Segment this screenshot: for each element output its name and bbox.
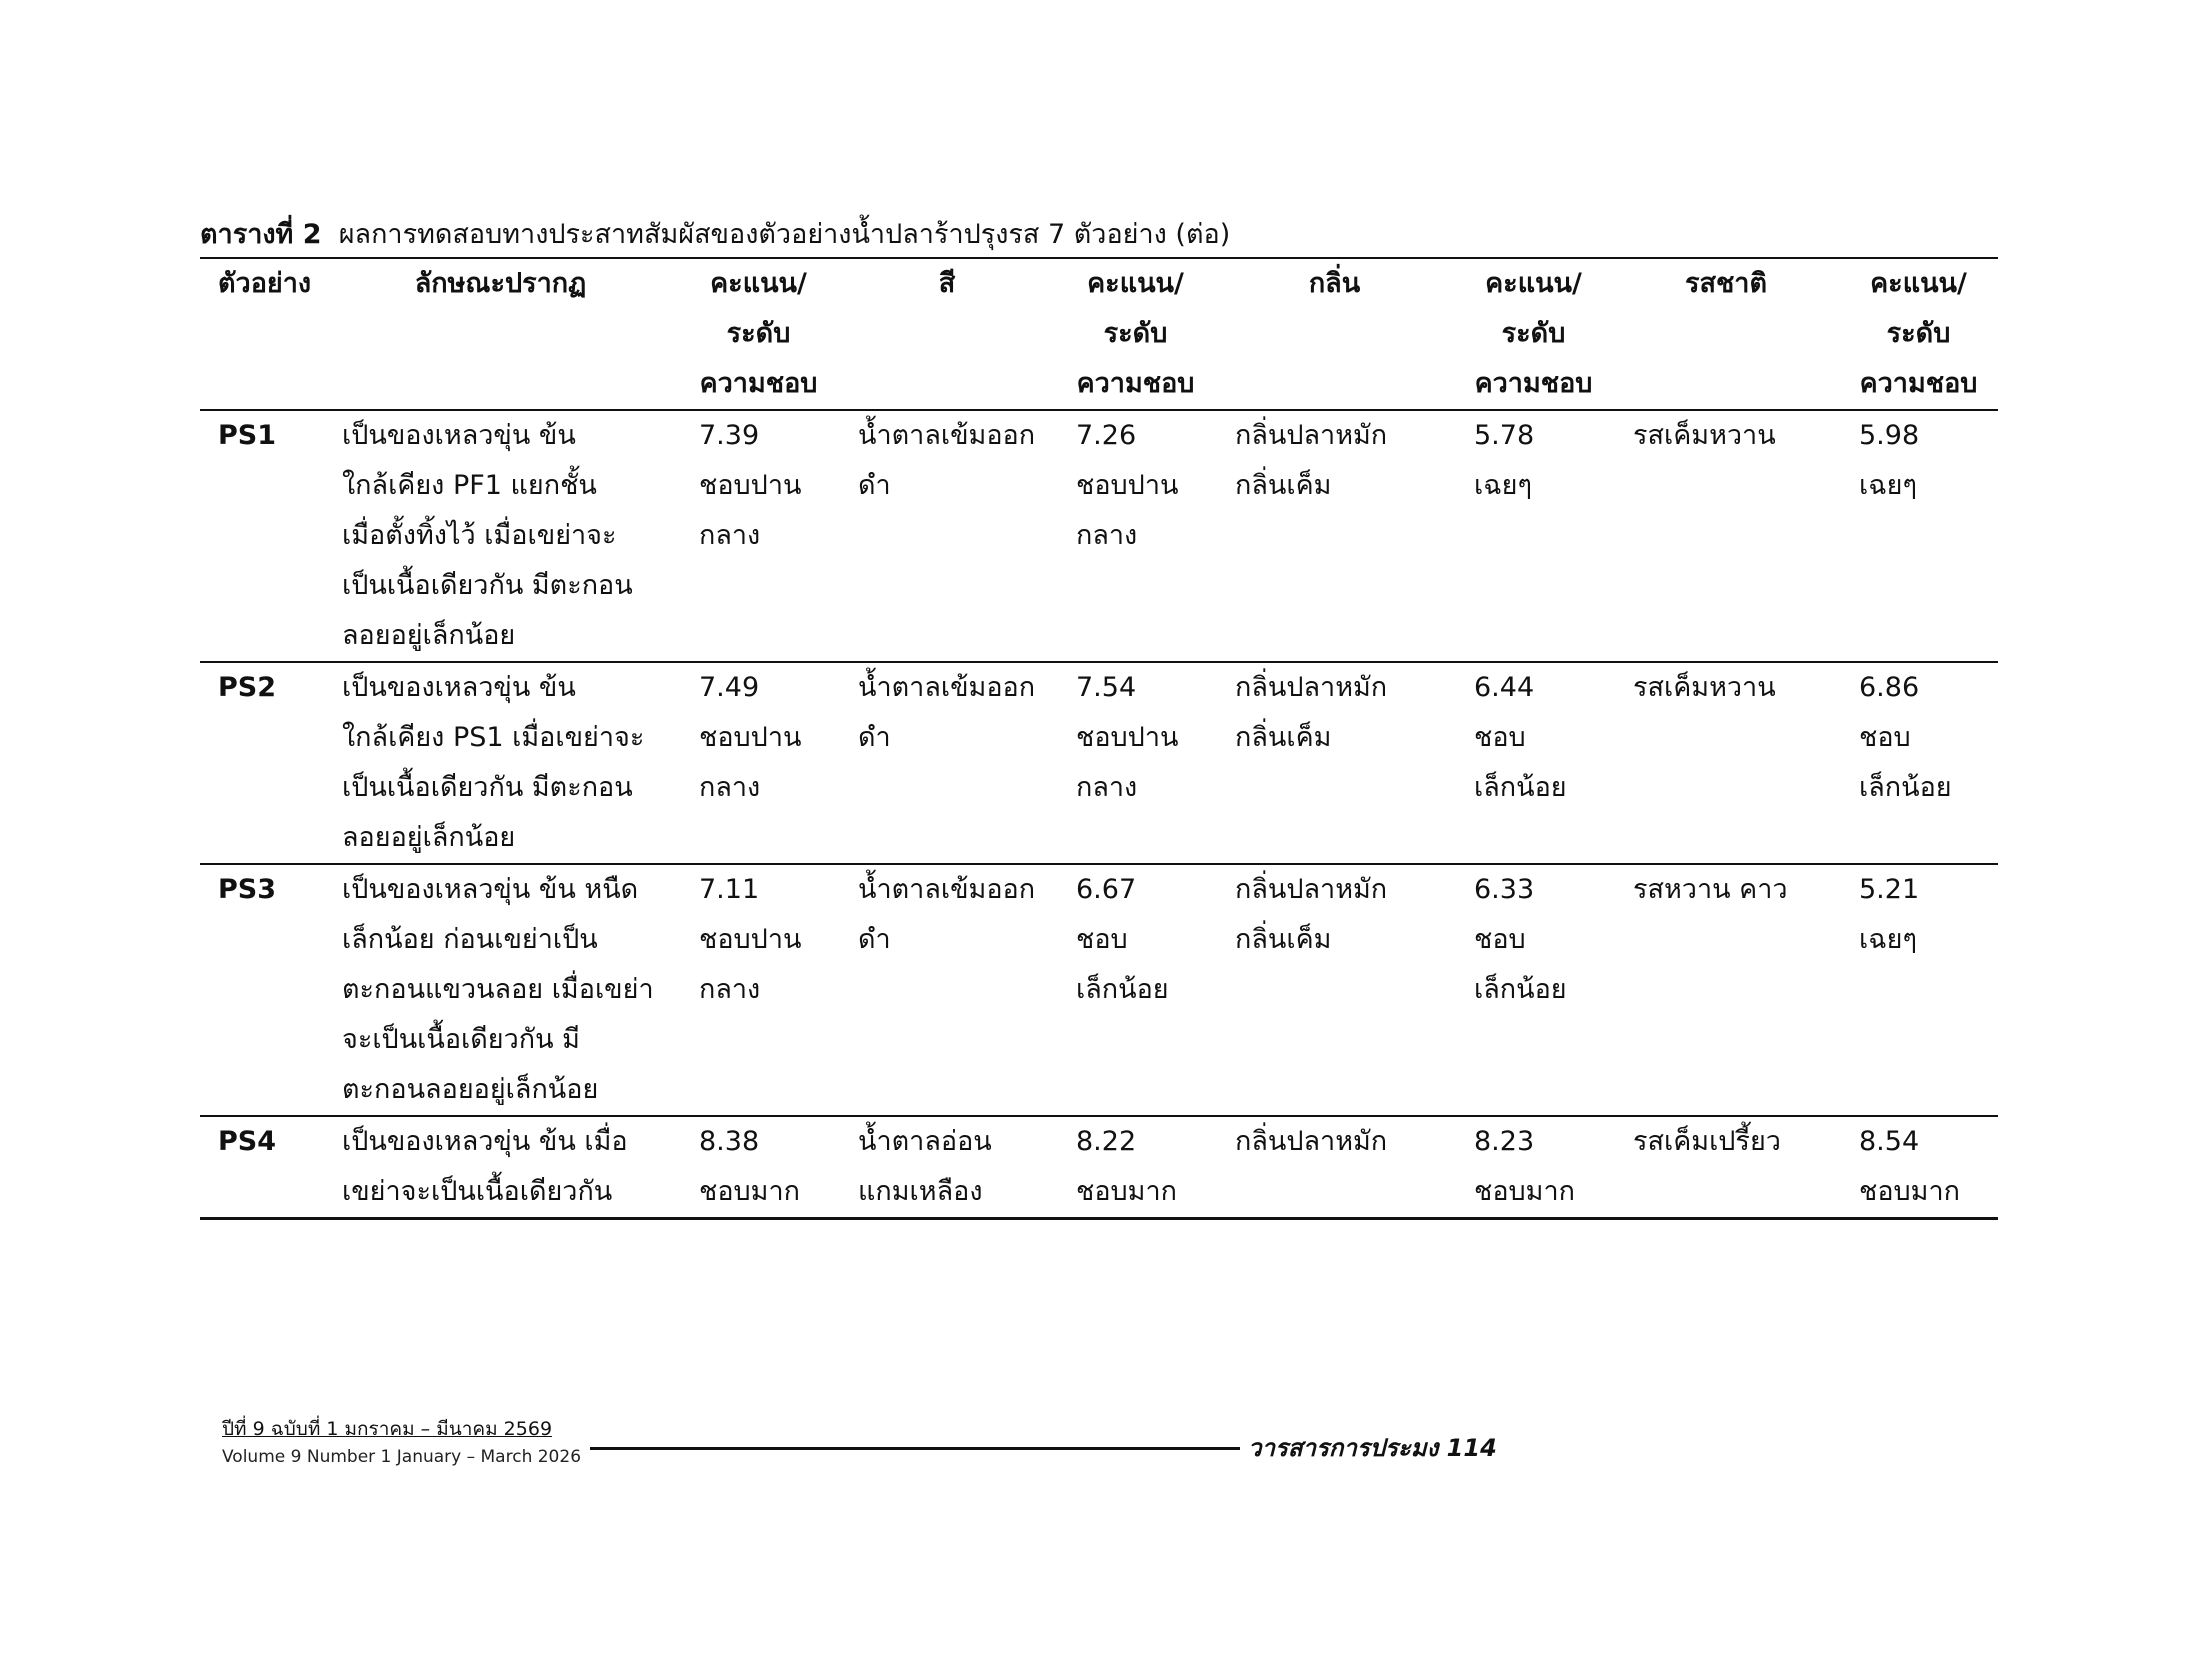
cell-line: ดำ <box>858 470 891 501</box>
cell-appearance-score <box>679 864 838 1116</box>
cell-line: ชอบปาน <box>699 470 802 501</box>
cell-color-score <box>1056 1116 1215 1219</box>
cell-line: เป็นของเหลวขุ่น ข้น <box>342 672 576 703</box>
cell-line: กลิ่นปลาหมัก <box>1235 1126 1388 1157</box>
cell-line: น้ำตาลเข้มออก <box>858 874 1036 905</box>
cell-line: 5.78 <box>1474 420 1535 451</box>
cell-appearance <box>322 662 679 864</box>
cell-line: เป็นเนื้อเดียวกัน มีตะกอน <box>342 772 633 803</box>
cell-line: ลอยอยู่เล็กน้อย <box>342 620 516 651</box>
cell-line: ชอบ <box>1474 722 1526 753</box>
header-line: ความชอบ <box>1859 368 1978 399</box>
cell-line: 8.22 <box>1076 1126 1137 1157</box>
header-line: ความชอบ <box>1474 368 1593 399</box>
cell-line: 5.98 <box>1859 420 1920 451</box>
cell-color <box>838 1116 1056 1219</box>
header-line: ความชอบ <box>699 368 818 399</box>
journal-name-page-number: วารสารการประมง 114 <box>1248 1434 1497 1462</box>
cell-line: กลิ่นเค็ม <box>1235 722 1332 753</box>
cell-line: 7.26 <box>1076 420 1137 451</box>
header-appearance-score <box>679 258 838 410</box>
cell-line: ชอบปาน <box>699 722 802 753</box>
cell-line: ดำ <box>858 924 891 955</box>
cell-line: PS4 <box>218 1126 277 1157</box>
cell-line: กลิ่นเค็ม <box>1235 470 1332 501</box>
cell-line: ชอบปาน <box>1076 470 1179 501</box>
footer-divider <box>590 1447 1240 1450</box>
cell-taste <box>1613 410 1839 662</box>
cell-line: 7.39 <box>699 420 760 451</box>
cell-color-score <box>1056 662 1215 864</box>
cell-line: 7.54 <box>1076 672 1137 703</box>
cell-odor <box>1215 410 1454 662</box>
cell-sample <box>200 864 322 1116</box>
sensory-results-table <box>200 257 1998 1220</box>
cell-line: เฉยๆ <box>1859 470 1917 501</box>
cell-color-score <box>1056 410 1215 662</box>
cell-color <box>838 410 1056 662</box>
cell-line: เฉยๆ <box>1474 470 1532 501</box>
cell-line: 7.11 <box>699 874 760 905</box>
cell-taste <box>1613 662 1839 864</box>
header-color-score <box>1056 258 1215 410</box>
header-line: สี <box>938 268 956 299</box>
cell-line: 7.49 <box>699 672 760 703</box>
header-sample <box>200 258 322 410</box>
cell-line: เป็นเนื้อเดียวกัน มีตะกอน <box>342 570 633 601</box>
cell-line: เป็นของเหลวขุ่น ข้น <box>342 420 576 451</box>
cell-line: ชอบมาก <box>1474 1176 1575 1207</box>
cell-color <box>838 864 1056 1116</box>
cell-line: ตะกอนลอยอยู่เล็กน้อย <box>342 1074 599 1105</box>
cell-odor <box>1215 662 1454 864</box>
cell-sample <box>200 410 322 662</box>
cell-line: เฉยๆ <box>1859 924 1917 955</box>
cell-line: 5.21 <box>1859 874 1920 905</box>
cell-appearance-score <box>679 1116 838 1219</box>
cell-odor <box>1215 1116 1454 1219</box>
footer-volume-english: Volume 9 Number 1 January – March 2026 <box>222 1447 582 1467</box>
cell-line: PS3 <box>218 874 277 905</box>
header-line: ระดับ <box>726 318 791 349</box>
cell-line: เป็นของเหลวขุ่น ข้น หนืด <box>342 874 639 905</box>
cell-line: 6.86 <box>1859 672 1920 703</box>
cell-line: กลิ่นปลาหมัก <box>1235 874 1388 905</box>
header-line: ลักษณะปรากฏ <box>414 268 587 299</box>
footer-issue-thai: ปีที่ 9 ฉบับที่ 1 มกราคม – มีนาคม 2569 <box>222 1418 553 1440</box>
cell-line: เล็กน้อย <box>1076 974 1169 1005</box>
cell-line: รสเค็มหวาน <box>1633 420 1776 451</box>
cell-line: 6.67 <box>1076 874 1137 905</box>
header-line: คะแนน/ <box>1485 268 1582 299</box>
cell-line: เล็กน้อย <box>1474 974 1567 1005</box>
cell-color-score <box>1056 864 1215 1116</box>
header-line: ตัวอย่าง <box>218 268 312 299</box>
cell-line: ชอบปาน <box>699 924 802 955</box>
page-footer <box>222 1415 581 1471</box>
table-caption-label: ตารางที่ 2 <box>200 219 322 250</box>
cell-line: กลาง <box>699 974 761 1005</box>
header-taste-score <box>1839 258 1998 410</box>
cell-line: ลอยอยู่เล็กน้อย <box>342 822 516 853</box>
cell-odor-score <box>1454 864 1613 1116</box>
table-caption-text: ผลการทดสอบทางประสาทสัมผัสของตัวอย่างน้ำปลาร้าปรุงรส 7 ตัวอย่าง (ต่อ) <box>338 219 1231 250</box>
cell-odor-score <box>1454 1116 1613 1219</box>
header-line: ระดับ <box>1501 318 1566 349</box>
header-taste <box>1613 258 1839 410</box>
table-row <box>200 410 1998 662</box>
cell-line: เป็นของเหลวขุ่น ข้น เมื่อ <box>342 1126 628 1157</box>
cell-taste-score <box>1839 662 1998 864</box>
cell-line: ชอบมาก <box>1859 1176 1960 1207</box>
cell-line: กลาง <box>699 520 761 551</box>
header-line: คะแนน/ <box>710 268 807 299</box>
cell-sample <box>200 662 322 864</box>
cell-line: กลิ่นปลาหมัก <box>1235 672 1388 703</box>
cell-line: จะเป็นเนื้อเดียวกัน มี <box>342 1024 580 1055</box>
cell-line: รสเค็มหวาน <box>1633 672 1776 703</box>
header-line: ระดับ <box>1103 318 1168 349</box>
cell-line: เล็กน้อย <box>1859 772 1952 803</box>
cell-appearance <box>322 410 679 662</box>
cell-line: ชอบปาน <box>1076 722 1179 753</box>
cell-line: 8.54 <box>1859 1126 1920 1157</box>
cell-line: 8.38 <box>699 1126 760 1157</box>
table-row <box>200 1116 1998 1219</box>
table-header <box>200 258 1998 410</box>
cell-taste <box>1613 1116 1839 1219</box>
cell-line: กลาง <box>1076 520 1138 551</box>
cell-line: 6.33 <box>1474 874 1535 905</box>
cell-line: PS1 <box>218 420 277 451</box>
cell-line: เล็กน้อย ก่อนเขย่าเป็น <box>342 924 598 955</box>
cell-line: ชอบ <box>1076 924 1128 955</box>
cell-line: ดำ <box>858 722 891 753</box>
cell-taste-score <box>1839 1116 1998 1219</box>
cell-line: เมื่อตั้งทิ้งไว้ เมื่อเขย่าจะ <box>342 520 617 551</box>
header-line: กลิ่น <box>1308 268 1361 299</box>
cell-line: กลิ่นเค็ม <box>1235 924 1332 955</box>
cell-line: ใกล้เคียง PF1 แยกชั้น <box>342 470 597 501</box>
cell-taste-score <box>1839 410 1998 662</box>
header-line: คะแนน/ <box>1087 268 1184 299</box>
cell-line: น้ำตาลอ่อน <box>858 1126 992 1157</box>
cell-line: ตะกอนแขวนลอย เมื่อเขย่า <box>342 974 654 1005</box>
cell-appearance-score <box>679 410 838 662</box>
cell-line: กลิ่นปลาหมัก <box>1235 420 1388 451</box>
cell-line: เล็กน้อย <box>1474 772 1567 803</box>
cell-line: กลาง <box>699 772 761 803</box>
cell-line: รสเค็มเปรี้ยว <box>1633 1126 1781 1157</box>
cell-taste-score <box>1839 864 1998 1116</box>
cell-appearance <box>322 864 679 1116</box>
cell-line: น้ำตาลเข้มออก <box>858 672 1036 703</box>
cell-line: 6.44 <box>1474 672 1535 703</box>
cell-line: ชอบ <box>1474 924 1526 955</box>
cell-line: แกมเหลือง <box>858 1176 983 1207</box>
cell-color <box>838 662 1056 864</box>
cell-line: ใกล้เคียง PS1 เมื่อเขย่าจะ <box>342 722 645 753</box>
table-row <box>200 662 1998 864</box>
header-line: รสชาติ <box>1684 268 1767 299</box>
cell-line: น้ำตาลเข้มออก <box>858 420 1036 451</box>
cell-odor-score <box>1454 410 1613 662</box>
cell-line: รสหวาน คาว <box>1633 874 1788 905</box>
cell-appearance-score <box>679 662 838 864</box>
header-line: คะแนน/ <box>1870 268 1967 299</box>
cell-odor-score <box>1454 662 1613 864</box>
cell-line: กลาง <box>1076 772 1138 803</box>
cell-line: 8.23 <box>1474 1126 1535 1157</box>
cell-line: ชอบมาก <box>699 1176 800 1207</box>
header-row <box>200 258 1998 410</box>
cell-line: ชอบ <box>1859 722 1911 753</box>
table-body <box>200 410 1998 1219</box>
header-line: ความชอบ <box>1076 368 1195 399</box>
cell-odor <box>1215 864 1454 1116</box>
header-odor-score <box>1454 258 1613 410</box>
cell-line: เขย่าจะเป็นเนื้อเดียวกัน <box>342 1176 613 1207</box>
header-line: ระดับ <box>1886 318 1951 349</box>
header-odor <box>1215 258 1454 410</box>
cell-sample <box>200 1116 322 1219</box>
header-appearance <box>322 258 679 410</box>
cell-appearance <box>322 1116 679 1219</box>
table-row <box>200 864 1998 1116</box>
header-color <box>838 258 1056 410</box>
table-caption <box>200 210 2000 260</box>
cell-line: ชอบมาก <box>1076 1176 1177 1207</box>
cell-taste <box>1613 864 1839 1116</box>
cell-line: PS2 <box>218 672 277 703</box>
